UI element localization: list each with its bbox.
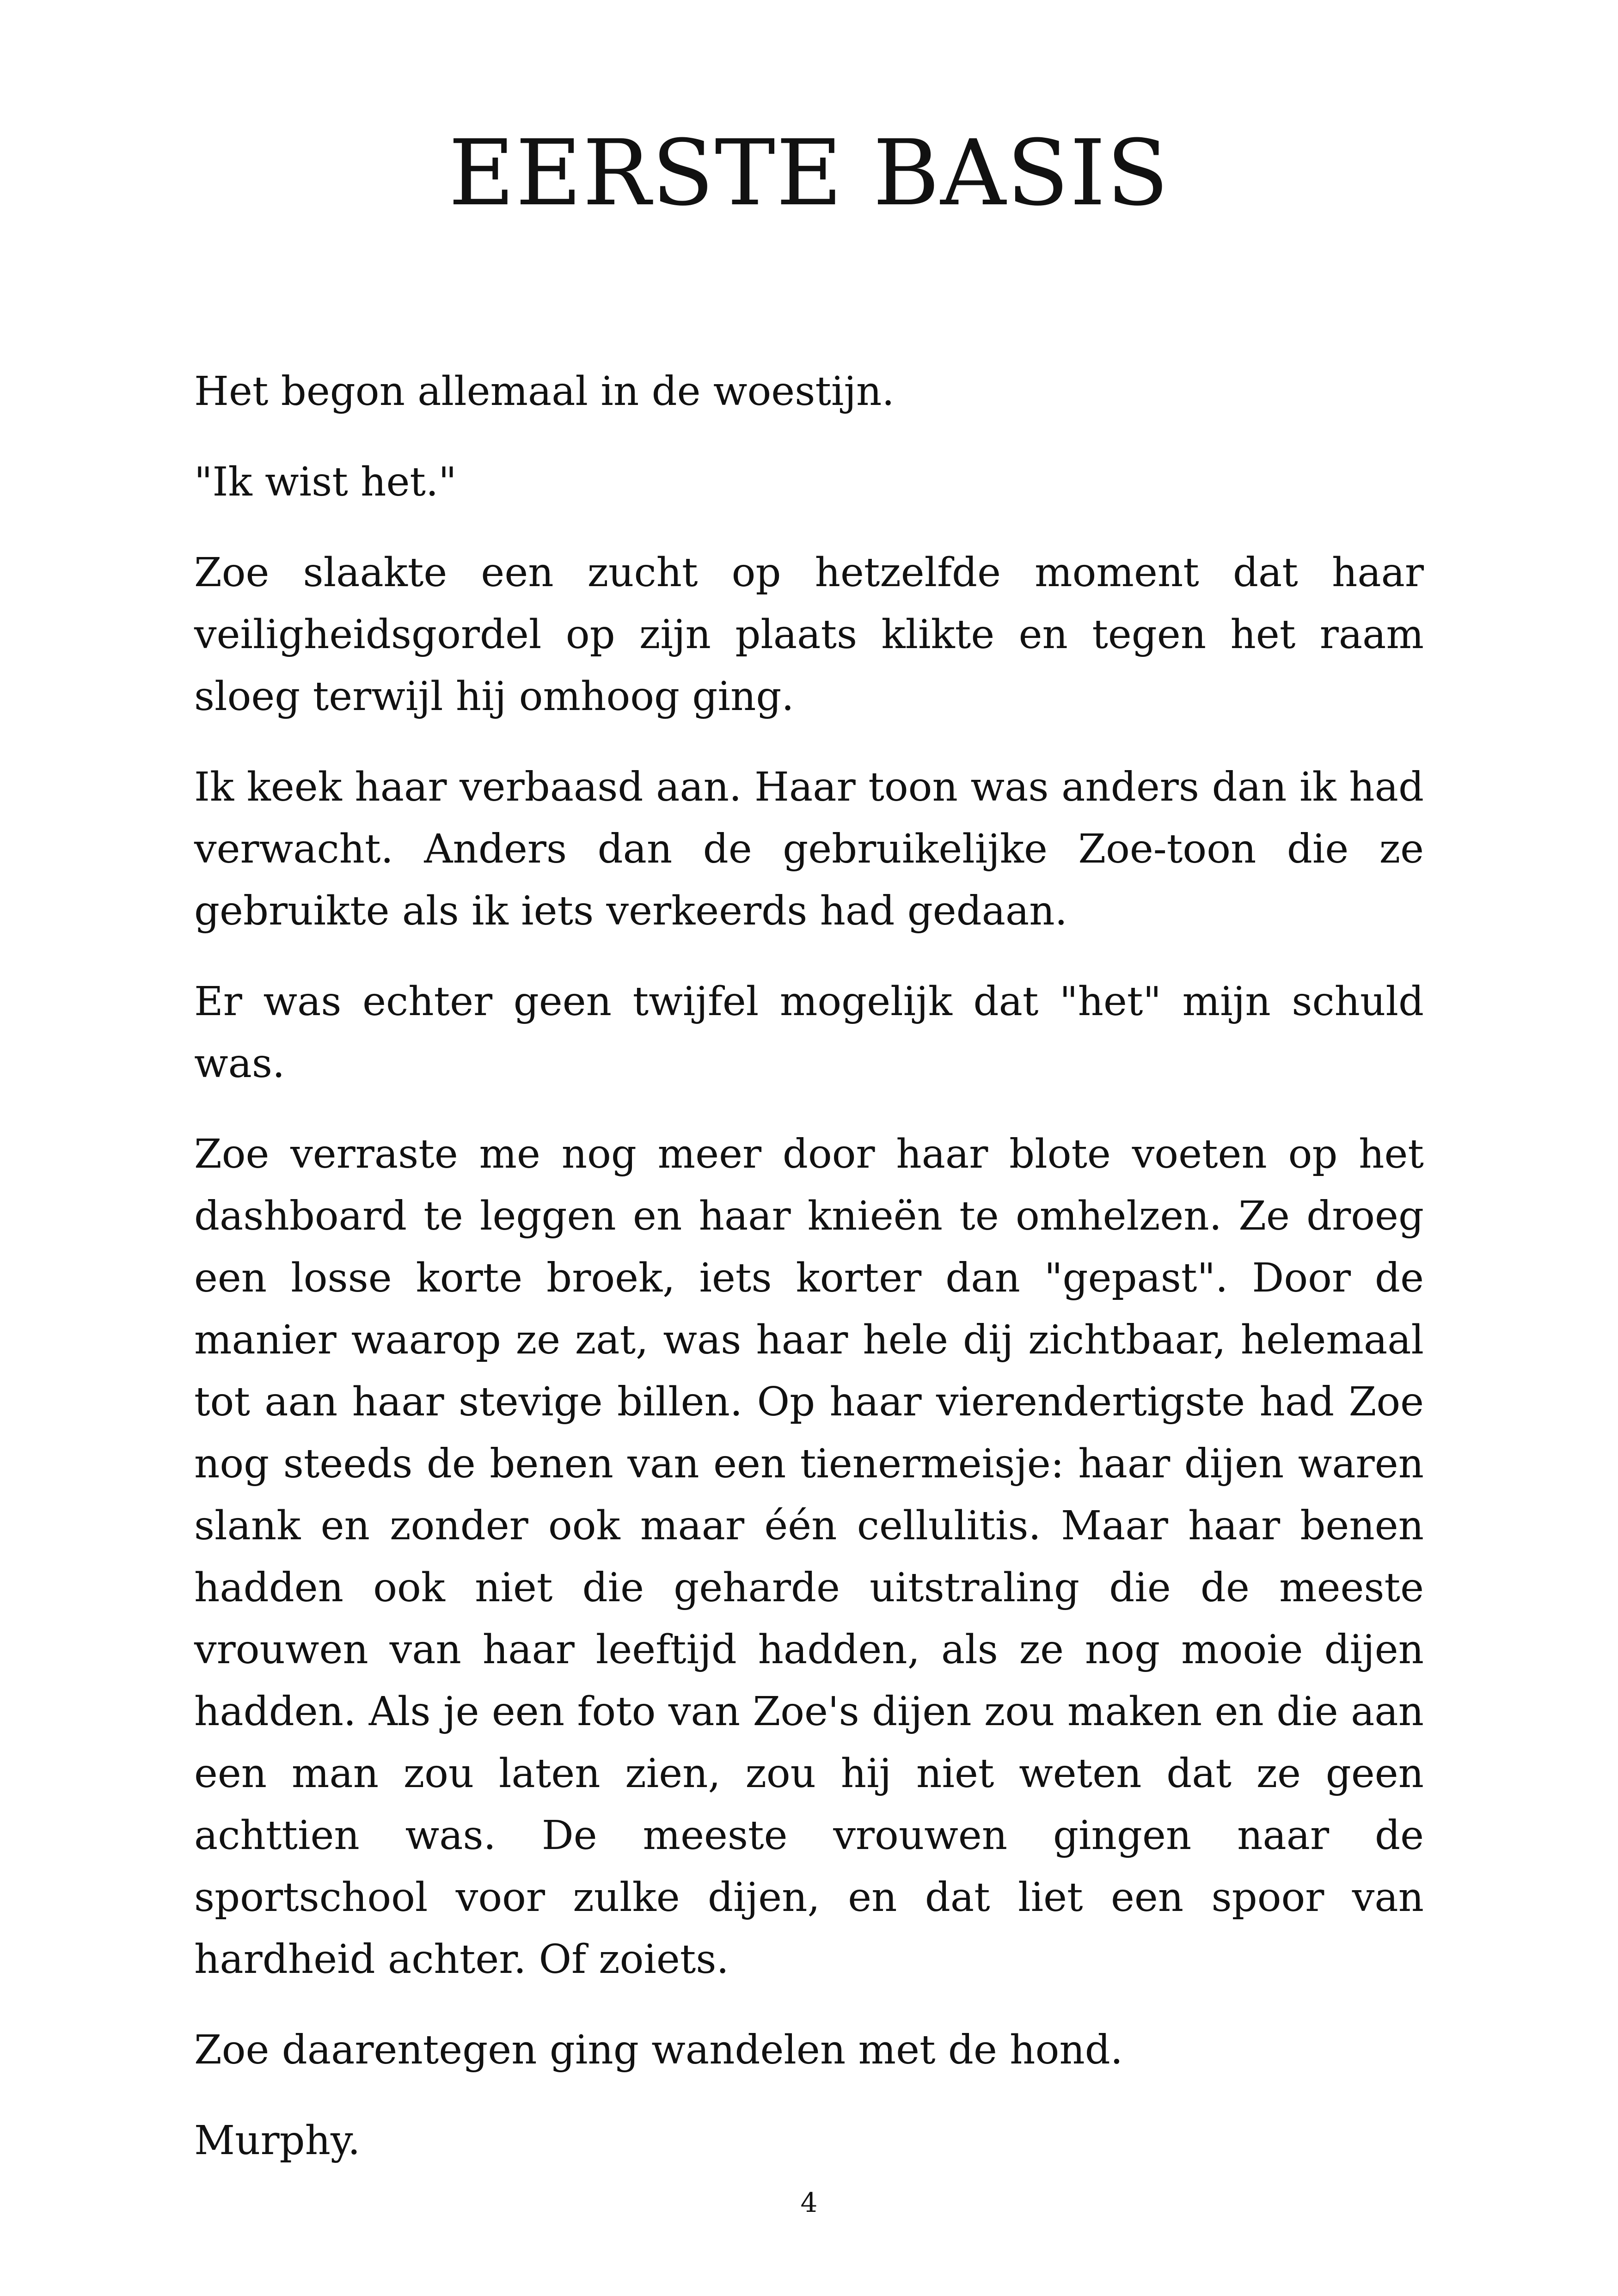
paragraph: Zoe verraste me nog meer door haar blote voeten op het dashboard te leggen en haar knieën te omhelzen. Ze droeg een losse korte broek, iets korter dan "gepast". Door de manier waarop ze zat, was haar hele dij zichtbaar, helemaal tot aan haar stevige billen. Op haar vierendertigste had Zoe nog steeds de benen van een tienermeisje: haar dijen waren slank en zonder ook maar één cellulitis. Maar haar benen hadden ook niet die geharde uitstraling die de meeste vrouwen van haar leeftijd hadden, als ze nog mooie dijen hadden. Als je een foto van Zoe's dijen zou maken en die aan een man zou laten zien, zou hij niet weten dat ze geen achttien was. De meeste vrouwen gingen naar de sportschool voor zulke dijen, en dat liet een spoor van hardheid achter. Of zoiets. — [194, 1131, 1424, 1983]
paragraph: Het begon allemaal in de woestijn. — [194, 368, 895, 415]
paragraph: "Ik wist het." — [194, 459, 457, 505]
paragraph: Zoe daarentegen ging wandelen met de hond. — [194, 2027, 1123, 2073]
paragraph: Ik keek haar verbaasd aan. Haar toon was anders dan ik had verwacht. Anders dan de gebruikelijke Zoe-toon die ze gebruikte als ik iets verkeerds had gedaan. — [194, 764, 1424, 934]
paragraph: Zoe slaakte een zucht op hetzelfde moment dat haar veiligheidsgordel op zijn plaats klikte en tegen het raam sloeg terwijl hij omhoog ging. — [194, 550, 1424, 720]
chapter-title: EERSTE BASIS — [448, 121, 1170, 226]
page-number: 4 — [800, 2187, 818, 2218]
paragraph: Murphy. — [194, 2118, 361, 2164]
paragraph: Er was echter geen twijfel mogelijk dat "het" mijn schuld was. — [194, 979, 1424, 1087]
body-text — [194, 361, 1424, 2200]
